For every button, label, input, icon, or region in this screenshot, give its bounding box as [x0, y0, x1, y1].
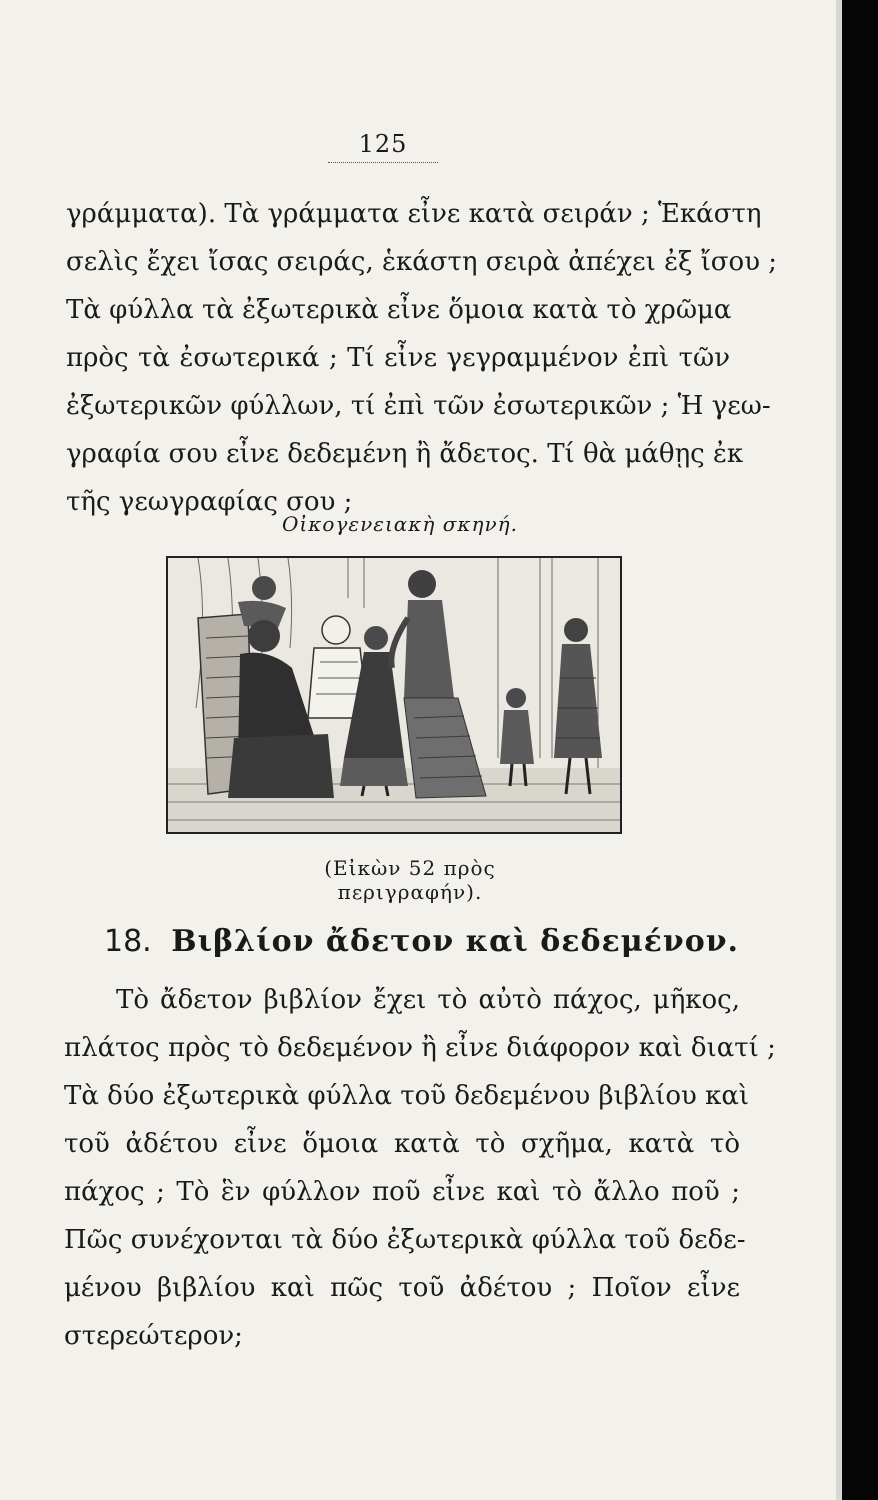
- text-line: πλάτος πρὸς τὸ δεδεμένον ἢ εἶνε διάφορον καὶ διατί ;: [64, 1033, 776, 1063]
- section-heading: [104, 924, 739, 959]
- text-line: Τὰ φύλλα τὰ ἐξωτερικὰ εἶνε ὅμοια κατὰ τὸ χρῶμα: [66, 295, 732, 325]
- section-number: 18.: [104, 924, 152, 959]
- page-number-rule: [328, 162, 438, 163]
- text-line: Τὸ ἄδετον βιβλίον ἔχει τὸ αὐτὸ πάχος, μῆκος,: [116, 985, 740, 1015]
- engraving-drawing: [168, 558, 620, 832]
- page-number: 125: [358, 130, 408, 158]
- text-line: στερεώτερον;: [64, 1321, 243, 1351]
- text-line: ἐξωτερικῶν φύλλων, τί ἐπὶ τῶν ἐσωτερικῶν ; Ἡ γεω-: [66, 391, 771, 421]
- text-line: Τὰ δύο ἐξωτερικὰ φύλλα τοῦ δεδεμένου βιβλίου καὶ: [64, 1081, 750, 1111]
- illustration-title: Οἰκογενειακὴ σκηνή.: [281, 512, 519, 536]
- scan-margin: [842, 0, 878, 1500]
- text-line: γράμματα). Τὰ γράμματα εἶνε κατὰ σειράν ; Ἑκάστη: [66, 199, 762, 229]
- figure-caption: (Εἰκὼν 52 πρὸς περιγραφήν).: [324, 856, 496, 904]
- section-title: Βιβλίον ἄδετον καὶ δεδεμένον.: [171, 924, 739, 959]
- text-line: τῆς γεωγραφίας σου ;: [66, 487, 353, 517]
- paragraph-bottom: [64, 976, 776, 1360]
- family-scene-illustration: [166, 556, 622, 834]
- text-line: μένου βιβλίου καὶ πῶς τοῦ ἀδέτου ; Ποῖον εἶνε: [64, 1273, 740, 1303]
- paragraph-top: [66, 190, 778, 526]
- text-line: σελὶς ἔχει ἴσας σειράς, ἑκάστη σειρὰ ἀπέχει ἐξ ἴσου ;: [66, 247, 778, 277]
- text-line: Πῶς συνέχονται τὰ δύο ἐξωτερικὰ φύλλα τοῦ δεδε-: [64, 1225, 746, 1255]
- text-line: πάχος ; Τὸ ἓν φύλλον ποῦ εἶνε καὶ τὸ ἄλλο ποῦ ;: [64, 1177, 740, 1207]
- text-line: πρὸς τὰ ἐσωτερικά ; Τί εἶνε γεγραμμένον ἐπὶ τῶν: [66, 343, 730, 373]
- text-line: γραφία σου εἶνε δεδεμένη ἢ ἄδετος. Τί θὰ μάθῃς ἐκ: [66, 439, 744, 469]
- text-line: τοῦ ἀδέτου εἶνε ὅμοια κατὰ τὸ σχῆμα, κατὰ τὸ: [64, 1129, 740, 1159]
